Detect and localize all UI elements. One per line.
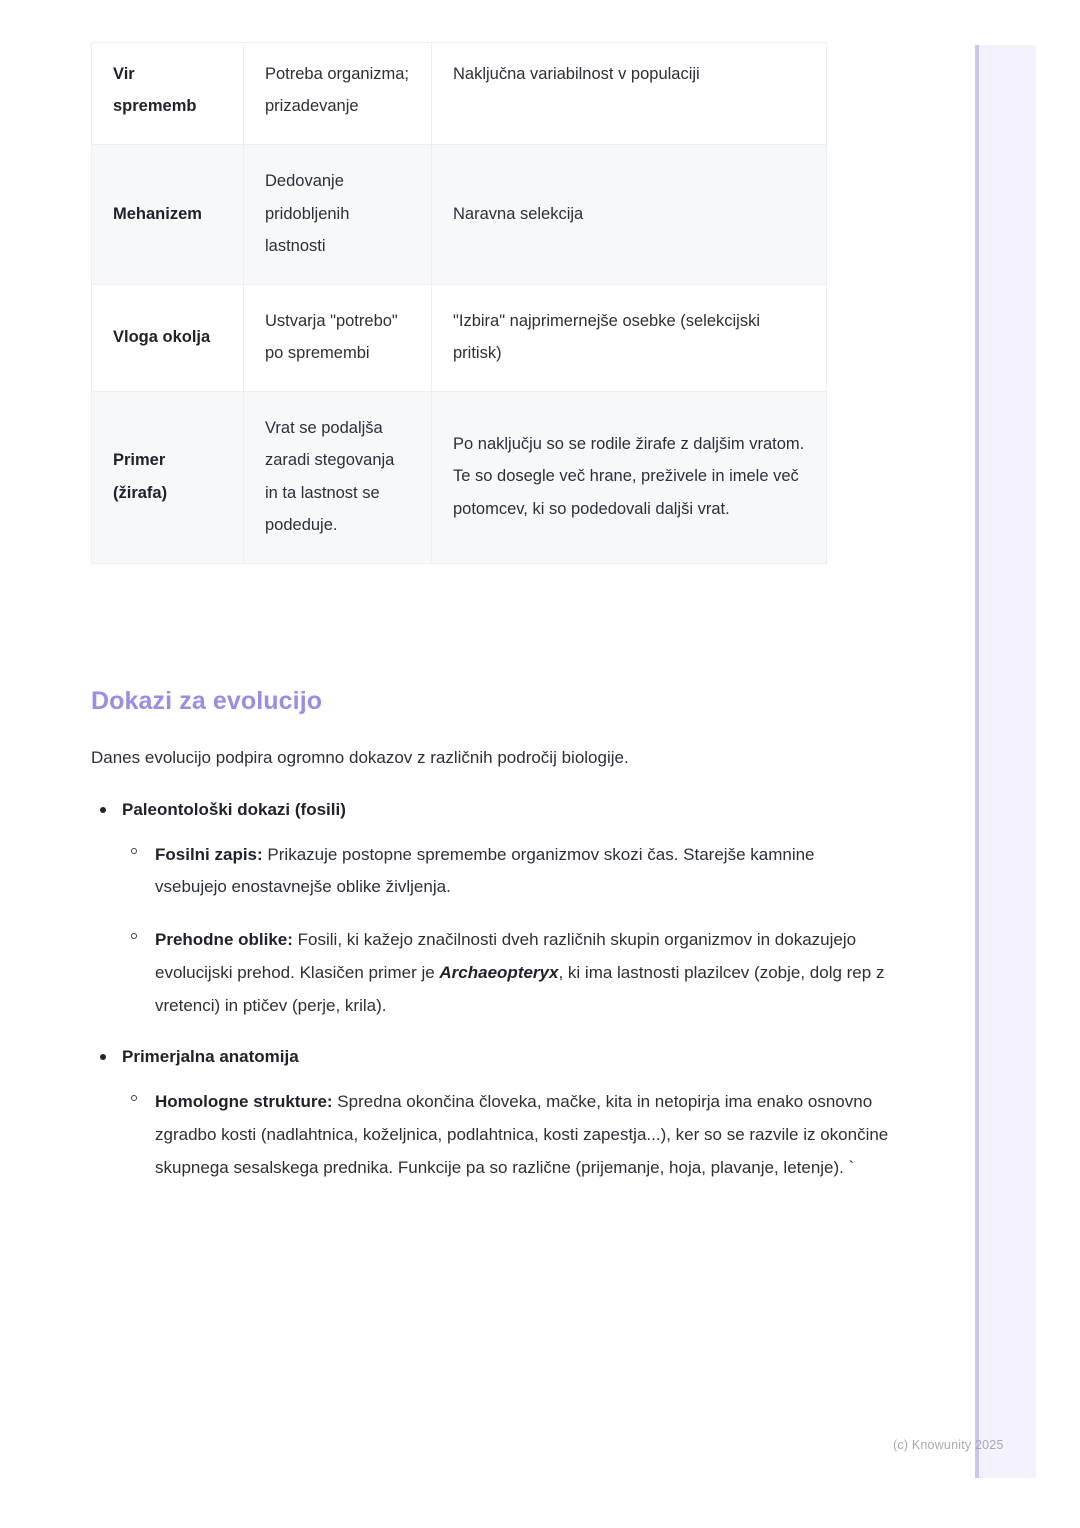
table-body xyxy=(92,43,827,564)
comparison-table-container xyxy=(91,42,826,564)
topic-list xyxy=(91,797,891,1184)
detail-list xyxy=(122,839,891,1023)
detail-text xyxy=(155,924,891,1022)
section-heading: Dokazi za evolucijo xyxy=(91,687,323,715)
bullet-disc-icon xyxy=(100,807,106,813)
table-row xyxy=(92,284,827,391)
list-item xyxy=(122,839,891,905)
detail-body-after: , ki ima lastnosti plazilcev (zobje, dolg rep z vretenci) in ptičev (perje, krila). xyxy=(155,962,885,1015)
bullet-circle-icon xyxy=(131,1095,137,1101)
row-darwin: Naključna variabilnost v populaciji xyxy=(432,43,827,145)
bullet-circle-icon xyxy=(131,848,137,854)
row-lamarck: Dedovanje pridobljenih lastnosti xyxy=(244,145,432,285)
detail-term: Homologne strukture: xyxy=(155,1091,333,1111)
list-item xyxy=(122,924,891,1022)
species-name: Archaeopteryx xyxy=(439,962,559,982)
decorative-side-panel xyxy=(975,45,1036,1478)
row-darwin: Po naključju so se rodile žirafe z daljšim vratom. Te so dosegle več hrane, preživele in imele več potomcev, ki so podedovali daljši vrat. xyxy=(432,392,827,564)
bullet-circle-icon xyxy=(131,933,137,939)
row-lamarck: Ustvarja "potrebo" po spremembi xyxy=(244,284,432,391)
row-criterion: Vir sprememb xyxy=(92,43,244,145)
footer-copyright: (c) Knowunity 2025 xyxy=(893,1438,1004,1452)
row-lamarck: Vrat se podaljša zaradi stegovanja in ta lastnost se podeduje. xyxy=(244,392,432,564)
topic-label: Primerjalna anatomija xyxy=(122,1047,299,1067)
lamarck-darwin-comparison-table xyxy=(91,42,827,564)
table-row xyxy=(92,43,827,145)
detail-body: Spredna okončina človeka, mačke, kita in netopirja ima enako osnovno zgradbo kosti (nadlahtnica, koželjnica, podlahtnica, kosti zapestja...), ker so se razvile iz okončine skupnega sesalskega prednika. Funkcije pa so različne (prijemanje, hoja, plavanje, letenje). ` xyxy=(155,1091,889,1177)
table-row xyxy=(92,145,827,285)
topic-label: Paleontološki dokazi (fosili) xyxy=(122,800,346,819)
row-criterion: Mehanizem xyxy=(92,145,244,285)
detail-body: Prikazuje postopne spremembe organizmov skozi čas. Starejše kamnine vsebujejo enostavnejše oblike življenja. xyxy=(155,844,815,897)
list-item xyxy=(91,797,891,1022)
row-darwin: "Izbira" najprimernejše osebke (selekcijski pritisk) xyxy=(432,284,827,391)
row-criterion: Vloga okolja xyxy=(92,284,244,391)
row-criterion: Primer (žirafa) xyxy=(92,392,244,564)
detail-text xyxy=(155,1086,891,1184)
detail-body-before: Fosili, ki kažejo značilnosti dveh različnih skupin organizmov in dokazujejo evolucijski prehod. Klasičen primer je xyxy=(155,930,857,982)
list-item xyxy=(91,1044,891,1184)
row-darwin: Naravna selekcija xyxy=(432,145,827,285)
section-intro-paragraph: Danes evolucijo podpira ogromno dokazov z različnih področij biologije. xyxy=(91,748,629,767)
detail-text xyxy=(155,839,891,905)
evidence-outline xyxy=(91,797,891,1206)
row-lamarck: Potreba organizma; prizadevanje xyxy=(244,43,432,145)
list-item xyxy=(122,1086,891,1184)
detail-term: Fosilni zapis: xyxy=(155,844,263,864)
detail-term: Prehodne oblike: xyxy=(155,930,293,950)
detail-list xyxy=(122,1086,891,1184)
bullet-disc-icon xyxy=(100,1054,106,1060)
table-row xyxy=(92,392,827,564)
